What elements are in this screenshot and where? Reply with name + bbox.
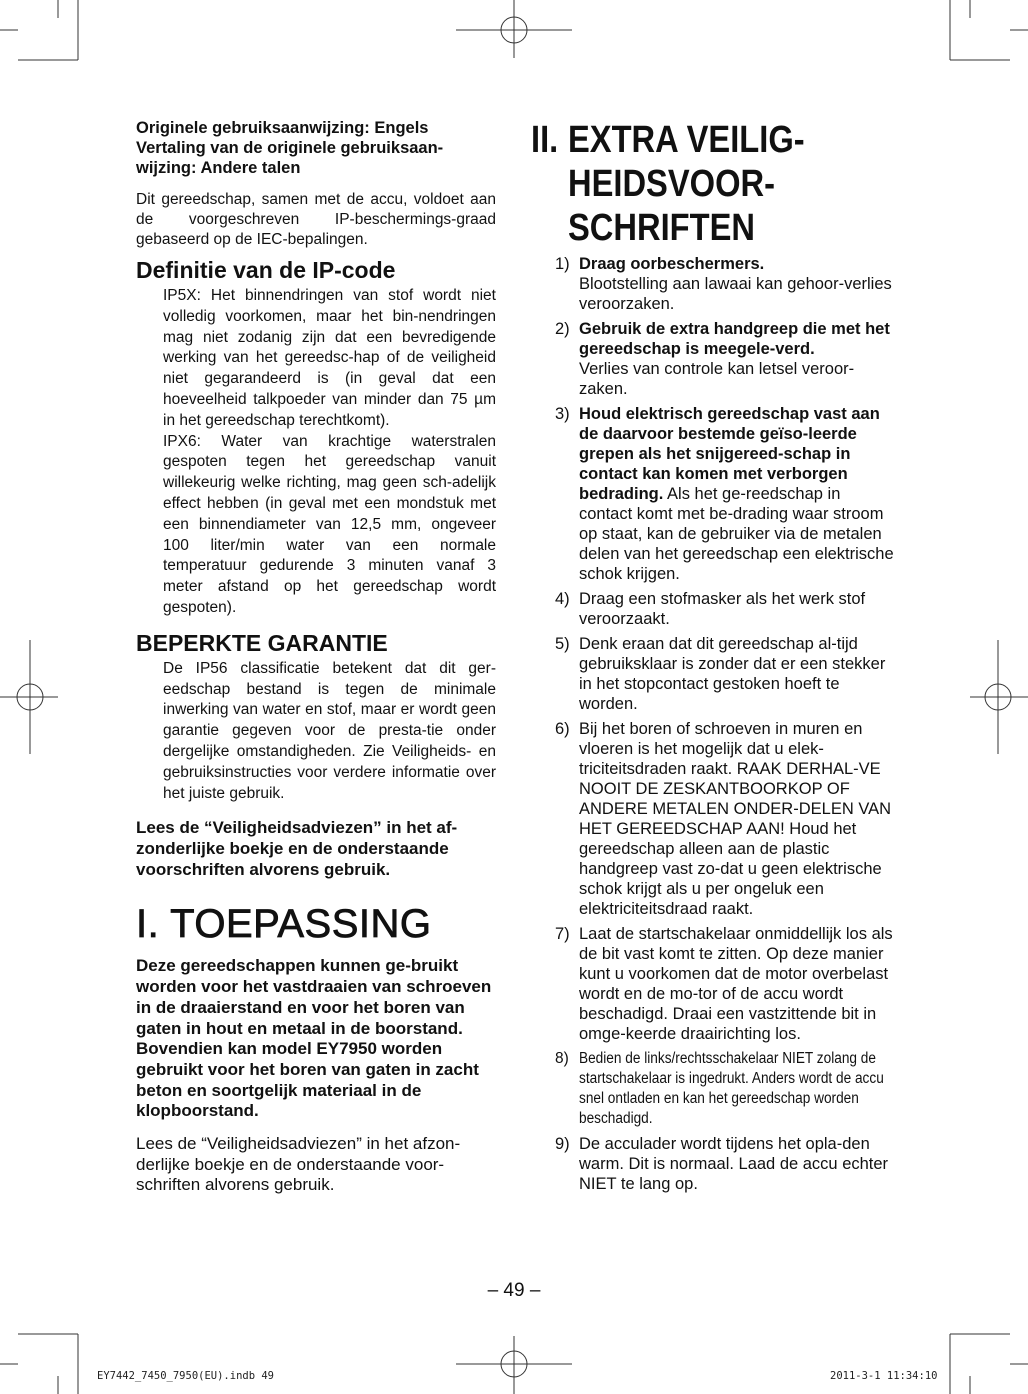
application-text: Lees de “Veiligheidsadviezen” in het afzon-derlijke boekje en de onderstaande voor-schriften alvorens gebruik. <box>136 1134 461 1195</box>
item-text: Denk eraan dat dit gereedschap al-tijd gebruiksklaar is zonder dat er een stekker in het stopcontact gestoken hoeft te worden. <box>579 635 886 713</box>
warranty-text: De IP56 classificatie betekent dat dit ger-eedschap bestand is tegen de minimale inwerking van water en stof, maar er wordt geen garantie gegeven voor de presta-tie onder dergelijke omstandigheden. Zie Veiligheids- en gebruiksinstructies voor verdere informatie over het juiste gebruik. <box>163 659 496 802</box>
list-item: 7) Laat de startschakelaar onmiddellijk los als de bit vast komt te zitten. Op deze manier kunt u voorkomen dat de motor overbelast wordt en de mo-tor of de accu wordt beschadigd. Draai een vastzittende bit in omge-keerde draairichting los. <box>555 925 893 1043</box>
read-notice: Lees de “Veiligheidsadviezen” in het af-zonderlijke boekje en de onderstaande voorschriften alvorens gebruik. <box>136 818 458 879</box>
list-item: 6) Bij het boren of schroeven in muren en vloeren is het mogelijk dat u elek-triciteitsdraden raakt. RAAK DERHAL-VE NOOIT DE ZESKANTBOORKOP OF ANDERE METALEN ONDER-DELEN VAN HET GEREEDSCHAP AAN! Houd het gereedschap alleen aan de plastic handgreep vast zo-dat u geen elektrische schok krijgt als u per ongeluk een elektriciteitsdraad raakt. <box>555 720 892 918</box>
header-block <box>136 118 496 178</box>
list-item: 2) Gebruik de extra handgreep die met het gereedschap is meegele-verd. Verlies van controle kan letsel veroor-zaken. <box>555 320 890 398</box>
registration-mark-top <box>456 0 572 58</box>
item-text: De acculader wordt tijdens het opla-den warm. Dit is normaal. Laad de accu echter NIET te lang op. <box>579 1135 889 1193</box>
intro-paragraph: Dit gereedschap, samen met de accu, voldoet aan de voorgeschreven IP-beschermings-graad gebaseerd op de IEC-bepalingen. <box>136 191 496 248</box>
list-item: 4) Draag een stofmasker als het werk stof veroorzaakt. <box>555 590 866 628</box>
item-text: Als het ge-reedschap in contact komt met be-drading waar stroom op staat, kan de gebruiker via de metalen delen van het gereedschap een elektrische schok krijgen. <box>579 485 894 583</box>
application-bold-text: Deze gereedschappen kunnen ge-bruikt worden voor het vastdraaien van schroeven in de draaierstand en voor het boren van gaten in hout en metaal in de boorstand. Bovendien kan model EY7950 worden gebruikt voor het boren van gaten in zacht beton en soortgelijk materiaal in de klopboorstand. <box>136 956 492 1121</box>
footer-timestamp: 2011-3-1 11:34:10 <box>830 1370 938 1382</box>
registration-mark-left <box>0 640 58 754</box>
item-bold: Draag oorbeschermers. <box>579 255 765 273</box>
item-bold: Gebruik de extra handgreep die met het gereedschap is meegele-verd. <box>579 320 890 358</box>
ipx6-definition: IPX6: Water van krachtige waterstralen gespoten tegen het gereedschap vanuit willekeurig welke richting, mag geen sch-adelijk effect hebben (in geval met een mondstuk met een binnendiameter van 12,5 mm, ongeveer 100 liter/min water van een normale temperatuur gedurende 3 minuten vanaf 3 meter afstand op het gereedschap wordt gespoten). <box>163 432 496 616</box>
item-text: Blootstelling aan lawaai kan gehoor-verlies veroorzaken. <box>579 275 892 313</box>
translation-line-1: Vertaling van de originele gebruiksaan- <box>136 139 444 157</box>
right-column <box>531 118 895 1199</box>
registration-mark-right <box>970 640 1028 754</box>
safety-list <box>531 254 895 1194</box>
item-bold: Houd elektrisch gereedschap vast aan de daarvoor bestemde geïso-leerde grepen als het snijgereed-schap in contact kan komen met verborgen bedrading. <box>579 405 880 503</box>
ip5x-definition: IP5X: Het binnendringen van stof wordt niet volledig voorkomen, maar het bin-nendringen mag niet zodanig zijn dat een bevredigende werking van het gereedsc-hap of de veiligheid niet gegarandeerd is (in geval dat een hoeveelheid talkpoeder van minder dan 75 µm in het gereedschap terechtkomt). <box>163 287 496 429</box>
warranty-heading: BEPERKTE GARANTIE <box>136 629 388 656</box>
ip-code-heading: Definitie van de IP-code <box>136 257 396 283</box>
list-item: 1) Draag oorbeschermers. Blootstelling aan lawaai kan gehoor-verlies veroorzaken. <box>555 255 892 313</box>
item-text: Verlies van controle kan letsel veroor-zaken. <box>579 360 855 398</box>
section-1-heading: I. TOEPASSING <box>136 902 432 947</box>
left-column <box>136 118 496 1208</box>
registration-mark-bottom <box>456 1336 572 1394</box>
item-text: Bedien de links/rechtsschakelaar NIET zolang de startschakelaar is ingedrukt. Anders wordt de accu snel ontladen en kan het gereedschap worden beschadigd. <box>579 1050 884 1127</box>
item-text: Bij het boren of schroeven in muren en vloeren is het mogelijk dat u elek-triciteitsdraden raakt. RAAK DERHAL-VE NOOIT DE ZESKANTBOORKOP OF ANDERE METALEN ONDER-DELEN VAN HET GEREEDSCHAP AAN! Houd het gereedschap alleen aan de plastic handgreep vast zo-dat u geen elektrische schok krijgt als u per ongeluk een elektriciteitsdraad raakt. <box>579 720 892 918</box>
list-item: 8) Bedien de links/rechtsschakelaar NIET zolang de startschakelaar is ingedrukt. Anders wordt de accu snel ontladen en kan het gereedschap worden beschadigd. <box>531 1049 895 1129</box>
footer-filename: EY7442_7450_7950(EU).indb 49 <box>97 1370 275 1382</box>
translation-line-2: wijzing: Andere talen <box>136 159 301 177</box>
item-text: Laat de startschakelaar onmiddellijk los als de bit vast komt te zitten. Op deze manier kunt u voorkomen dat de motor overbelast wordt en de mo-tor of de accu wordt beschadigd. Draai een vastzittende bit in omge-keerde draairichting los. <box>579 925 893 1043</box>
list-item: 3) Houd elektrisch gereedschap vast aan de daarvoor bestemde geïso-leerde grepen als het snijgereed-schap in contact kan komen met verborgen bedrading. Als het ge-reedschap in contact komt met be-drading waar stroom op staat, kan de gebruiker via de metalen delen van het gereedschap een elektrische schok krijgen. <box>555 405 894 583</box>
original-language: Originele gebruiksaanwijzing: Engels <box>136 119 429 137</box>
item-text: Draag een stofmasker als het werk stof veroorzaakt. <box>579 590 866 628</box>
list-item: 9) De acculader wordt tijdens het opla-den warm. Dit is normaal. Laad de accu echter NIET te lang op. <box>555 1135 889 1193</box>
section-2-title-line-3: SCHRIFTEN <box>567 207 755 249</box>
section-2-heading <box>531 118 892 250</box>
list-item: 5) Denk eraan dat dit gereedschap al-tijd gebruiksklaar is zonder dat er een stekker in het stopcontact gestoken hoeft te worden. <box>555 635 886 713</box>
section-2-number: II. <box>531 119 559 161</box>
section-2-title-line-2: HEIDSVOOR- <box>567 163 775 205</box>
page-number: – 49 – <box>487 1280 541 1301</box>
section-2-title-line-1: EXTRA VEILIG- <box>567 119 805 161</box>
